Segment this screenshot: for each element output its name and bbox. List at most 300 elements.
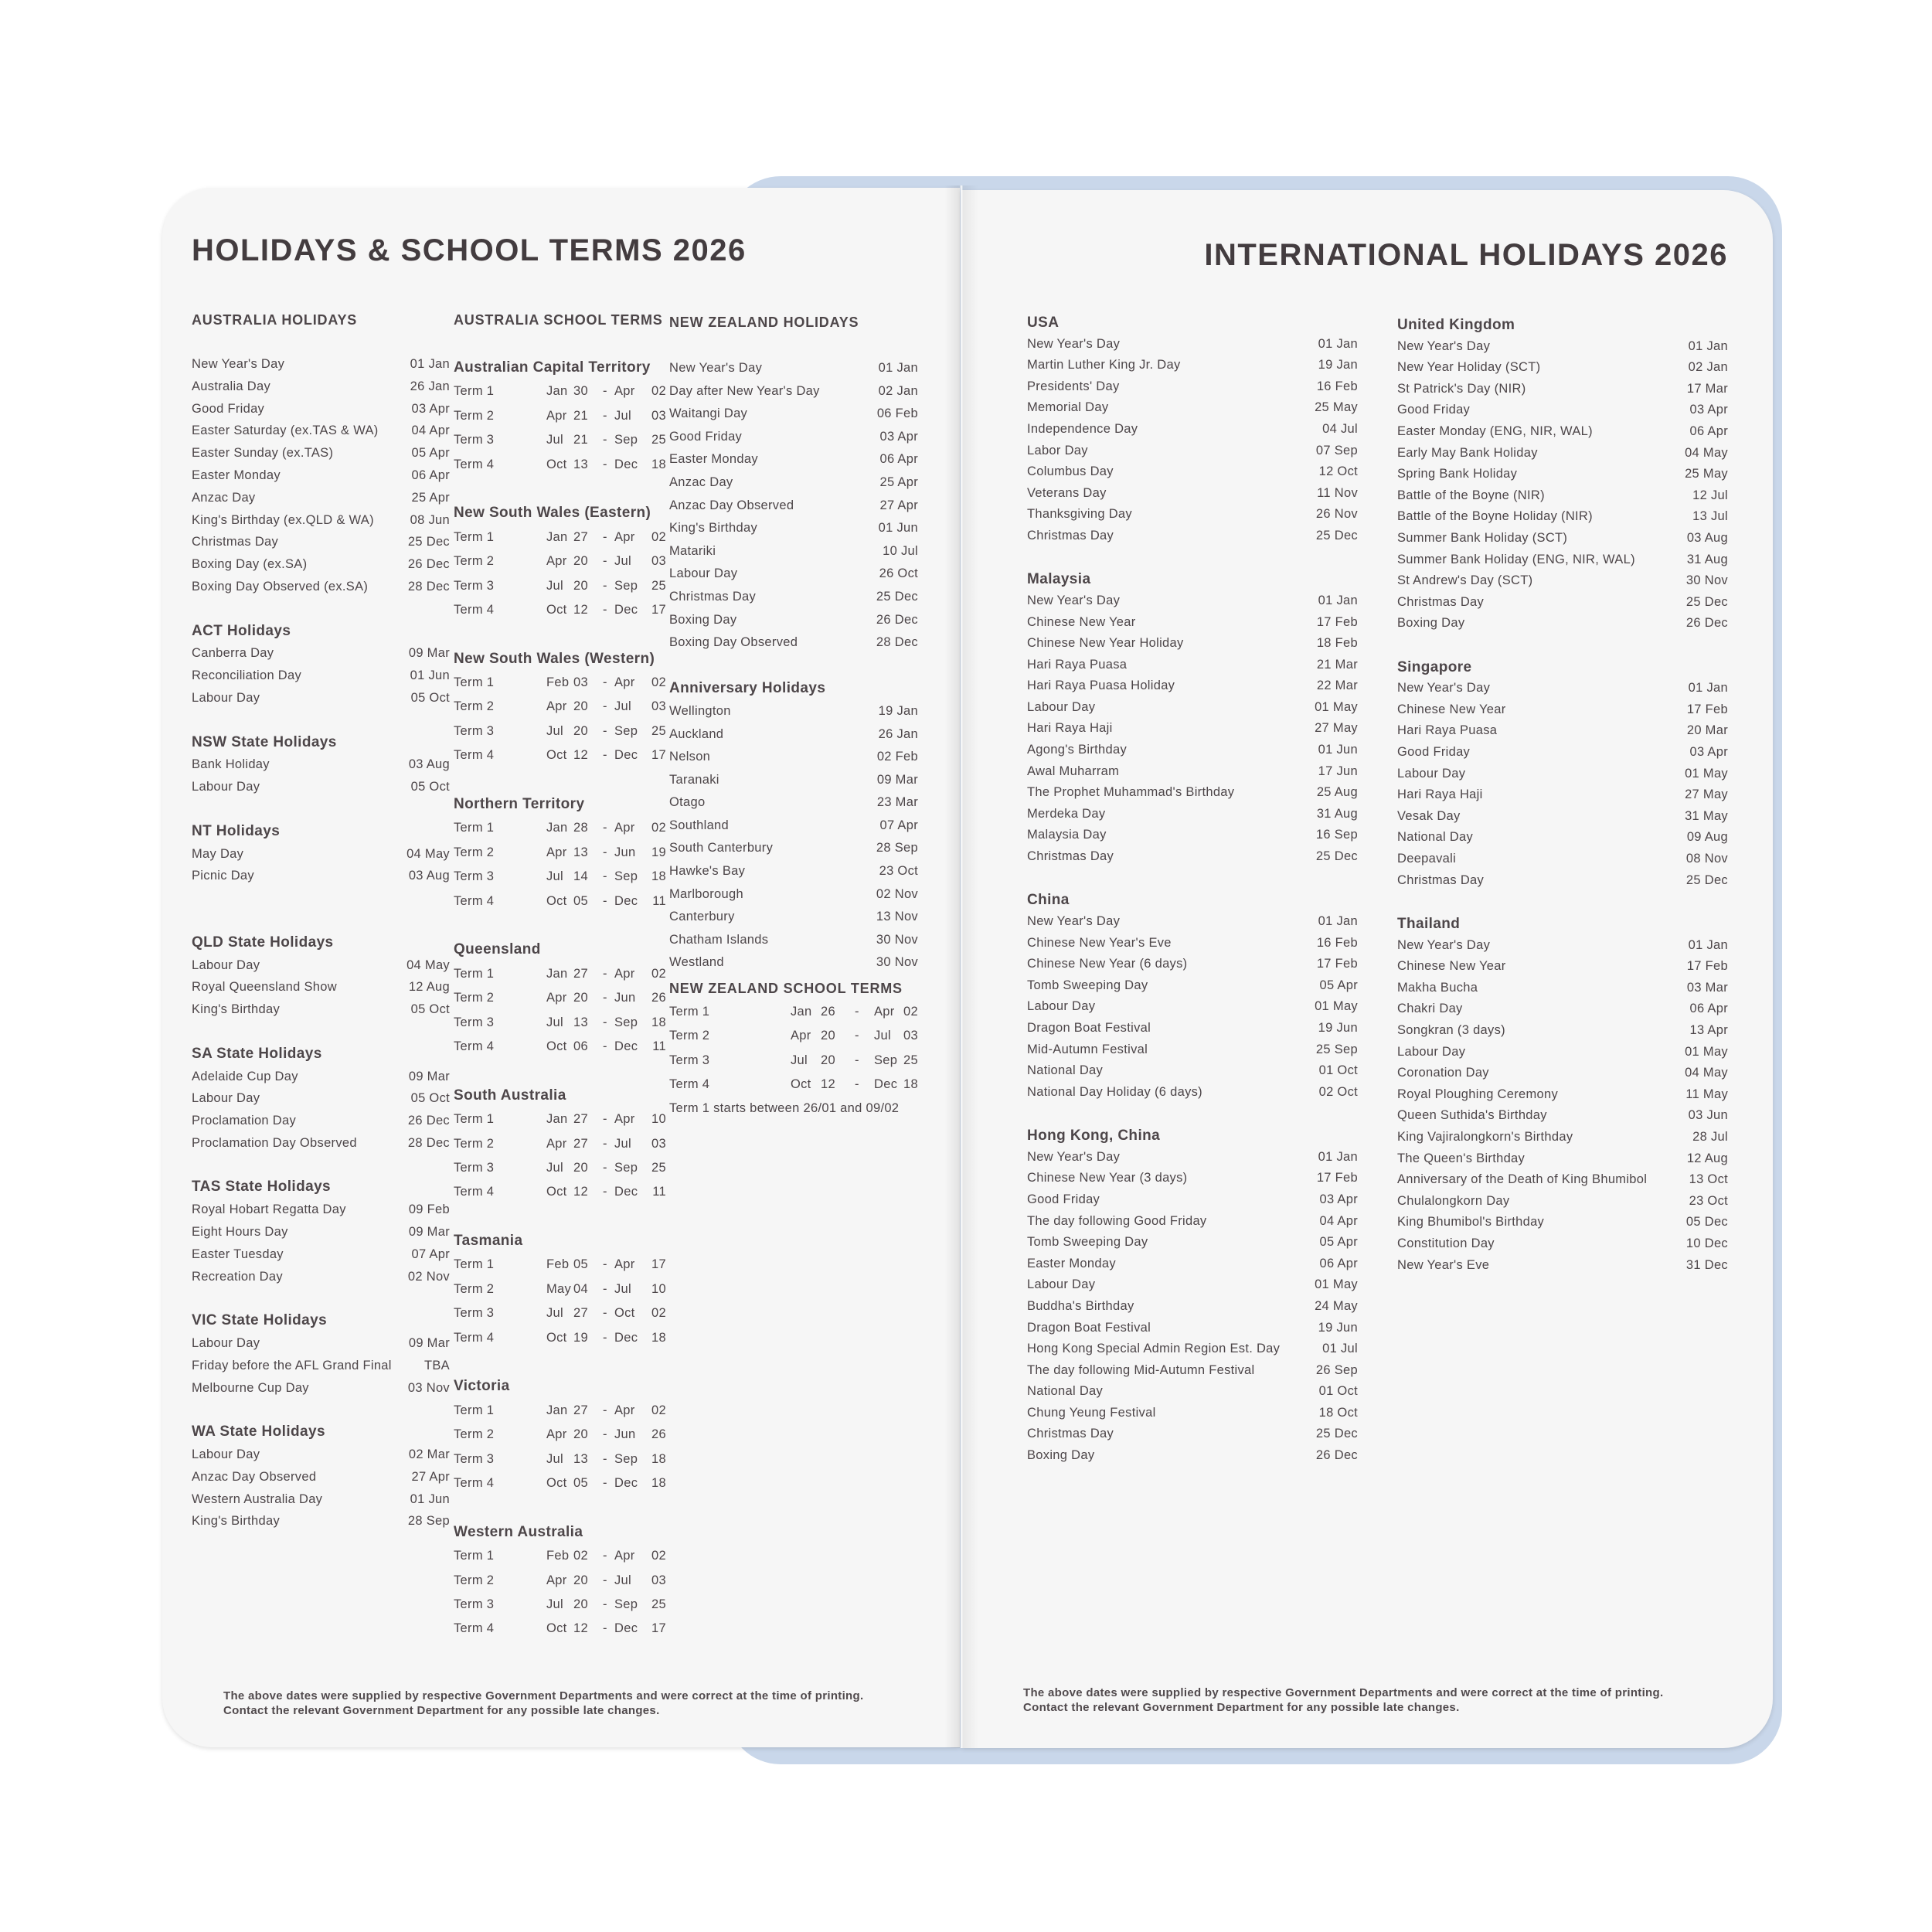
end-month: Jul <box>614 699 631 714</box>
term-label: Term 4 <box>454 1185 495 1199</box>
country-heading: Hong Kong, China <box>1027 1128 1161 1145</box>
holiday-row <box>1027 1189 1358 1211</box>
holiday-row <box>1027 440 1358 462</box>
start-day: 28 <box>573 821 588 835</box>
start-day: 12 <box>573 1185 588 1199</box>
end-day: 03 <box>903 1029 918 1043</box>
dash: - <box>603 893 607 908</box>
dash: - <box>855 1005 859 1019</box>
holiday-row <box>1027 1039 1358 1061</box>
holiday-row <box>192 487 450 509</box>
holiday-row <box>1027 933 1358 954</box>
dash: - <box>603 1451 607 1466</box>
end-month: Dec <box>614 1621 638 1636</box>
holiday-name: Boxing Day <box>1027 1448 1095 1463</box>
nz-terms-note: Term 1 starts between 26/01 and 09/02 <box>669 1100 900 1115</box>
holiday-date: 01 Jun <box>410 668 450 683</box>
start-day: 20 <box>573 554 588 569</box>
holiday-date: 04 May <box>406 846 450 861</box>
term-label: Term 3 <box>454 1451 495 1466</box>
dash: - <box>603 675 607 690</box>
end-day: 02 <box>651 1549 666 1563</box>
holiday-row <box>1397 336 1728 358</box>
holiday-date: 16 Feb <box>1316 935 1358 950</box>
term-label: Term 1 <box>454 821 495 835</box>
holiday-row <box>1397 613 1728 634</box>
holiday-name: Hari Raya Haji <box>1397 787 1483 802</box>
term-label: Term 1 <box>669 1005 710 1019</box>
holiday-name: Buddha's Birthday <box>1027 1298 1134 1313</box>
holiday-name: Dragon Boat Festival <box>1027 1320 1151 1335</box>
start-day: 20 <box>573 991 588 1005</box>
country-section <box>1397 657 1728 892</box>
term-row <box>454 1035 666 1059</box>
holiday-date: 02 Oct <box>1318 1084 1358 1099</box>
term-row <box>454 1326 666 1350</box>
holiday-name: Westland <box>669 955 724 970</box>
end-month: Jun <box>614 991 636 1005</box>
holiday-date: 04 May <box>1685 445 1728 460</box>
holiday-date: 01 Jan <box>1318 914 1358 929</box>
end-month: Dec <box>614 602 638 617</box>
holiday-row <box>1397 870 1728 892</box>
end-day: 10 <box>651 1112 666 1127</box>
holiday-name: Mid-Autumn Festival <box>1027 1042 1148 1056</box>
holiday-row <box>669 448 918 471</box>
term-row <box>454 986 666 1010</box>
start-month: May <box>546 1281 572 1296</box>
holiday-date: 25 Aug <box>1316 785 1358 800</box>
start-day: 02 <box>573 1549 588 1563</box>
term-label: Term 3 <box>454 578 495 593</box>
right-page-title: INTERNATIONAL HOLIDAYS 2026 <box>1204 238 1728 272</box>
term-row <box>454 1471 666 1495</box>
start-month: Jul <box>546 1306 563 1321</box>
start-day: 20 <box>573 1597 588 1611</box>
start-month: Oct <box>546 1330 567 1345</box>
holiday-name: Good Friday <box>1397 745 1471 760</box>
start-month: Jan <box>546 384 568 399</box>
term-row <box>454 816 666 840</box>
start-month: Feb <box>546 1257 570 1272</box>
dash: - <box>603 1015 607 1029</box>
holiday-date: 10 Dec <box>1685 1236 1728 1250</box>
end-month: Apr <box>874 1005 895 1019</box>
holiday-date: 02 Feb <box>876 750 918 764</box>
holiday-date: 28 Dec <box>407 1135 450 1150</box>
holiday-row <box>1397 421 1728 443</box>
holiday-row <box>669 540 918 563</box>
start-month: Oct <box>546 1039 567 1053</box>
australia-holidays-column <box>192 309 450 1532</box>
end-day: 18 <box>651 1330 666 1345</box>
state-heading: Northern Territory <box>454 796 585 813</box>
holiday-row <box>1397 592 1728 614</box>
holiday-date: 25 Dec <box>1685 872 1728 887</box>
start-day: 27 <box>573 1403 588 1417</box>
term-label: Term 2 <box>454 1281 495 1296</box>
end-day: 17 <box>651 748 666 763</box>
holiday-row <box>1397 720 1728 742</box>
holiday-row <box>1397 1042 1728 1063</box>
holiday-name: The day following Good Friday <box>1027 1213 1207 1228</box>
dash: - <box>603 966 607 981</box>
end-month: Sep <box>614 723 638 738</box>
holiday-date: 20 Mar <box>1686 723 1728 738</box>
holiday-date: 27 May <box>1315 721 1358 736</box>
holiday-row <box>669 517 918 540</box>
holiday-row <box>192 1266 450 1288</box>
term-label: Term 4 <box>454 602 495 617</box>
holiday-name: Day after New Year's Day <box>669 383 820 398</box>
term-label: Term 2 <box>454 699 495 714</box>
holiday-date: 03 Nov <box>407 1380 450 1395</box>
end-day: 03 <box>651 554 666 569</box>
holiday-name: Chinese New Year <box>1027 614 1136 629</box>
term-row <box>454 453 666 477</box>
holiday-name: Wellington <box>669 703 731 718</box>
country-heading: Singapore <box>1397 658 1472 675</box>
holiday-name: Reconciliation Day <box>192 668 302 683</box>
holiday-date: 05 Apr <box>1319 978 1358 992</box>
term-row <box>454 671 666 695</box>
holiday-row <box>669 586 918 609</box>
holiday-row <box>1397 827 1728 849</box>
holiday-row <box>669 495 918 518</box>
holiday-row <box>1027 655 1358 676</box>
holiday-name: Labour Day <box>1027 699 1096 714</box>
holiday-row <box>1027 1018 1358 1039</box>
holiday-row <box>1397 1233 1728 1255</box>
holiday-row <box>1397 1169 1728 1191</box>
term-row <box>454 1617 666 1641</box>
holiday-name: Labour Day <box>669 566 738 581</box>
holiday-date: 06 Apr <box>411 468 450 482</box>
start-day: 06 <box>573 1039 588 1053</box>
end-day: 25 <box>651 578 666 593</box>
start-month: Jul <box>791 1053 808 1067</box>
dash: - <box>603 408 607 423</box>
start-month: Apr <box>546 845 567 859</box>
holiday-name: May Day <box>192 846 244 861</box>
start-day: 26 <box>821 1005 835 1019</box>
holiday-date: 27 May <box>1685 787 1728 802</box>
holiday-row <box>1027 1423 1358 1445</box>
holiday-date: 08 Jun <box>410 512 450 527</box>
holiday-name: Proclamation Day Observed <box>192 1135 357 1150</box>
holiday-row <box>1397 764 1728 785</box>
holiday-name: Christmas Day <box>1027 849 1114 864</box>
holiday-name: Christmas Day <box>1027 528 1114 543</box>
term-label: Term 4 <box>454 1330 495 1345</box>
holiday-row <box>192 687 450 709</box>
end-day: 26 <box>651 1427 666 1442</box>
term-section <box>454 647 666 768</box>
term-row <box>454 379 666 403</box>
holiday-row <box>1027 846 1358 868</box>
dash: - <box>855 1029 859 1043</box>
holiday-name: Chinese New Year <box>1397 959 1506 974</box>
holiday-name: Friday before the AFL Grand Final <box>192 1358 392 1372</box>
holiday-date: 28 Dec <box>876 635 918 650</box>
holiday-date: 01 May <box>1685 766 1728 781</box>
section-heading: ACT Holidays <box>192 622 291 639</box>
holiday-date: 31 May <box>1685 808 1728 823</box>
holiday-name: Labour Day <box>1027 999 1096 1014</box>
australia-school-terms-column <box>454 309 666 1665</box>
holiday-name: Boxing Day Observed (ex.SA) <box>192 579 369 594</box>
term-section <box>454 937 666 1059</box>
end-month: Oct <box>614 1306 635 1321</box>
term-label: Term 4 <box>454 893 495 908</box>
holiday-date: 03 Apr <box>1689 745 1728 760</box>
holiday-date: 09 Aug <box>1686 830 1728 845</box>
dash: - <box>603 1160 607 1175</box>
term-row <box>669 1000 918 1024</box>
dash: - <box>603 1112 607 1127</box>
holiday-name: Christmas Day <box>669 589 757 604</box>
holiday-section <box>192 1310 450 1399</box>
dash: - <box>603 1621 607 1636</box>
holiday-row <box>669 837 918 860</box>
holiday-name: Independence Day <box>1027 421 1138 436</box>
holiday-row <box>192 1332 450 1355</box>
end-month: Sep <box>614 433 638 447</box>
right-footer-note: The above dates were supplied by respective Government Departments and were correct at the time of printing. Contact the relevant Government Department for any possible late changes. <box>1023 1686 1664 1714</box>
end-month: Dec <box>614 1475 638 1490</box>
dash: - <box>603 699 607 714</box>
holiday-name: Chinese New Year's Eve <box>1027 935 1172 950</box>
holiday-name: Chulalongkorn Day <box>1397 1193 1510 1208</box>
end-day: 18 <box>651 1475 666 1490</box>
term-row <box>454 1156 666 1180</box>
holiday-name: King's Birthday <box>192 1002 281 1017</box>
holiday-row <box>1027 461 1358 483</box>
term-label: Term 1 <box>454 675 495 690</box>
term-row <box>454 1399 666 1423</box>
holiday-date: 04 Apr <box>1319 1213 1358 1228</box>
state-heading: Western Australia <box>454 1523 583 1540</box>
holiday-name: Vesak Day <box>1397 808 1461 823</box>
holiday-date: 26 Oct <box>879 566 918 581</box>
holiday-name: Malaysia Day <box>1027 828 1107 842</box>
holiday-date: 11 Nov <box>1317 485 1358 500</box>
holiday-section <box>192 1043 450 1155</box>
holiday-name: Canterbury <box>669 910 735 924</box>
section-heading: NSW State Holidays <box>192 733 337 750</box>
holiday-date: 18 Feb <box>1316 636 1358 651</box>
term-row <box>669 1024 918 1048</box>
holiday-name: Easter Saturday (ex.TAS & WA) <box>192 423 379 438</box>
start-day: 12 <box>573 748 588 763</box>
start-day: 21 <box>573 408 588 423</box>
holiday-name: Battle of the Boyne (NIR) <box>1397 488 1545 502</box>
holiday-row <box>1397 998 1728 1020</box>
holiday-date: 13 Nov <box>876 910 918 924</box>
holiday-date: 22 Mar <box>1316 679 1358 693</box>
holiday-name: Labour Day <box>1397 1044 1466 1059</box>
term-row <box>454 865 666 889</box>
start-month: Jan <box>546 529 568 544</box>
holiday-row <box>1397 1212 1728 1233</box>
holiday-row <box>192 1488 450 1511</box>
end-month: Dec <box>614 893 638 908</box>
holiday-name: New Year Holiday (SCT) <box>1397 360 1541 375</box>
holiday-row <box>192 353 450 376</box>
holiday-name: South Canterbury <box>669 841 774 855</box>
holiday-row <box>669 403 918 426</box>
term-row <box>454 889 666 913</box>
holiday-date: 09 Mar <box>408 646 450 661</box>
holiday-name: New Year's Day <box>1027 336 1121 351</box>
holiday-row <box>669 860 918 883</box>
holiday-row <box>1397 699 1728 721</box>
term-row <box>454 1180 666 1204</box>
holiday-name: Presidents' Day <box>1027 379 1120 393</box>
holiday-row <box>192 1132 450 1155</box>
holiday-date: 04 Apr <box>411 423 450 438</box>
holiday-row <box>1397 1020 1728 1042</box>
holiday-name: Chatham Islands <box>669 932 769 947</box>
holiday-row <box>669 769 918 792</box>
holiday-row <box>192 420 450 442</box>
holiday-name: Good Friday <box>1397 403 1471 417</box>
holiday-row <box>1397 742 1728 764</box>
start-month: Oct <box>546 457 567 471</box>
holiday-date: 28 Jul <box>1692 1129 1728 1144</box>
holiday-name: Royal Hobart Regatta Day <box>192 1202 346 1217</box>
holiday-date: 13 Oct <box>1689 1172 1728 1187</box>
holiday-date: 01 Jan <box>1318 1149 1358 1164</box>
section-heading: SA State Holidays <box>192 1045 322 1062</box>
state-heading: Queensland <box>454 941 541 958</box>
end-day: 18 <box>651 869 666 884</box>
holiday-name: Labour Day <box>192 690 260 705</box>
end-month: Apr <box>614 1403 635 1417</box>
holiday-name: Merdeka Day <box>1027 806 1106 821</box>
holiday-date: 01 Jun <box>1318 743 1358 757</box>
end-day: 18 <box>651 1015 666 1029</box>
holiday-date: 19 Jan <box>1318 358 1358 372</box>
holiday-name: Royal Queensland Show <box>192 980 337 995</box>
end-day: 19 <box>651 845 666 859</box>
term-label: Term 3 <box>454 869 495 884</box>
holiday-date: 04 May <box>1685 1066 1728 1080</box>
holiday-name: Chinese New Year <box>1397 702 1506 716</box>
holiday-name: St Andrew's Day (SCT) <box>1397 573 1533 588</box>
holiday-name: New Year's Day <box>1397 937 1491 952</box>
country-heading: China <box>1027 892 1070 909</box>
term-row <box>454 1544 666 1568</box>
holiday-date: 19 Jun <box>1318 1320 1358 1335</box>
holiday-row <box>1027 1360 1358 1382</box>
start-month: Apr <box>546 1573 567 1587</box>
australia-school-terms-header: AUSTRALIA SCHOOL TERMS <box>454 312 663 328</box>
holiday-date: 10 Jul <box>883 543 918 558</box>
end-day: 11 <box>652 1039 666 1053</box>
holiday-row <box>192 576 450 598</box>
section-heading: TAS State Holidays <box>192 1179 331 1196</box>
end-month: Sep <box>614 1160 638 1175</box>
holiday-name: Easter Sunday (ex.TAS) <box>192 446 334 461</box>
holiday-row <box>1397 784 1728 806</box>
end-month: Jul <box>614 1136 631 1151</box>
end-month: Apr <box>614 384 635 399</box>
holiday-date: 25 Dec <box>407 535 450 549</box>
end-day: 02 <box>651 1306 666 1321</box>
dash: - <box>603 869 607 884</box>
start-day: 04 <box>573 1281 588 1296</box>
dash: - <box>603 1281 607 1296</box>
holiday-date: 03 Aug <box>1686 530 1728 545</box>
holiday-row <box>1027 1381 1358 1403</box>
term-label: Term 1 <box>454 1549 495 1563</box>
holiday-name: Hari Raya Puasa Holiday <box>1027 679 1175 693</box>
holiday-name: Royal Ploughing Ceremony <box>1397 1087 1559 1101</box>
holiday-name: Hari Raya Puasa <box>1027 657 1128 672</box>
holiday-name: Boxing Day Observed <box>669 635 798 650</box>
country-heading: United Kingdom <box>1397 317 1515 333</box>
holiday-date: 30 Nov <box>1685 573 1728 588</box>
term-label: Term 2 <box>454 845 495 859</box>
holiday-date: 01 Jan <box>1688 681 1728 696</box>
holiday-date: 25 Dec <box>1315 1427 1358 1441</box>
holiday-row <box>1397 956 1728 978</box>
left-footer-note: The above dates were supplied by respective Government Departments and were correct at the time of printing. Contact the relevant Government Department for any possible late changes. <box>223 1689 864 1717</box>
holiday-row <box>669 791 918 815</box>
term-row <box>669 1049 918 1073</box>
term-label: Term 1 <box>454 966 495 981</box>
holiday-date: 31 Aug <box>1686 552 1728 566</box>
holiday-date: 26 Dec <box>876 612 918 627</box>
term-label: Term 2 <box>454 1573 495 1587</box>
end-day: 26 <box>651 991 666 1005</box>
term-row <box>454 526 666 549</box>
state-heading: New South Wales (Western) <box>454 650 655 667</box>
holiday-name: Labour Day <box>192 957 260 972</box>
term-section <box>454 1229 666 1350</box>
holiday-name: Easter Tuesday <box>192 1247 284 1261</box>
holiday-date: 12 Aug <box>1686 1151 1728 1165</box>
holiday-name: Easter Monday (ENG, NIR, WAL) <box>1397 423 1593 438</box>
holiday-row <box>669 723 918 747</box>
end-day: 18 <box>651 457 666 471</box>
holiday-date: 25 Dec <box>1315 849 1358 864</box>
holiday-date: TBA <box>424 1358 450 1372</box>
holiday-date: 26 Nov <box>1315 507 1358 522</box>
holiday-date: 06 Apr <box>879 452 918 467</box>
holiday-date: 06 Feb <box>876 406 918 421</box>
state-heading: Tasmania <box>454 1233 523 1250</box>
holiday-row <box>192 753 450 776</box>
holiday-name: Tomb Sweeping Day <box>1027 978 1148 992</box>
holiday-row <box>1027 1232 1358 1253</box>
holiday-row <box>192 1466 450 1488</box>
term-label: Term 3 <box>669 1053 710 1067</box>
start-month: Jul <box>546 1160 563 1175</box>
holiday-row <box>669 631 918 655</box>
holiday-name: Anniversary of the Death of King Bhumibol <box>1397 1172 1648 1187</box>
holiday-date: 26 Sep <box>1315 1362 1358 1377</box>
holiday-name: Queen Suthida's Birthday <box>1397 1108 1547 1123</box>
term-row <box>454 1107 666 1131</box>
term-label: Term 4 <box>669 1077 710 1092</box>
term-row <box>454 1569 666 1593</box>
holiday-row <box>1397 1063 1728 1084</box>
start-month: Apr <box>546 554 567 569</box>
dash: - <box>603 529 607 544</box>
dash: - <box>603 384 607 399</box>
